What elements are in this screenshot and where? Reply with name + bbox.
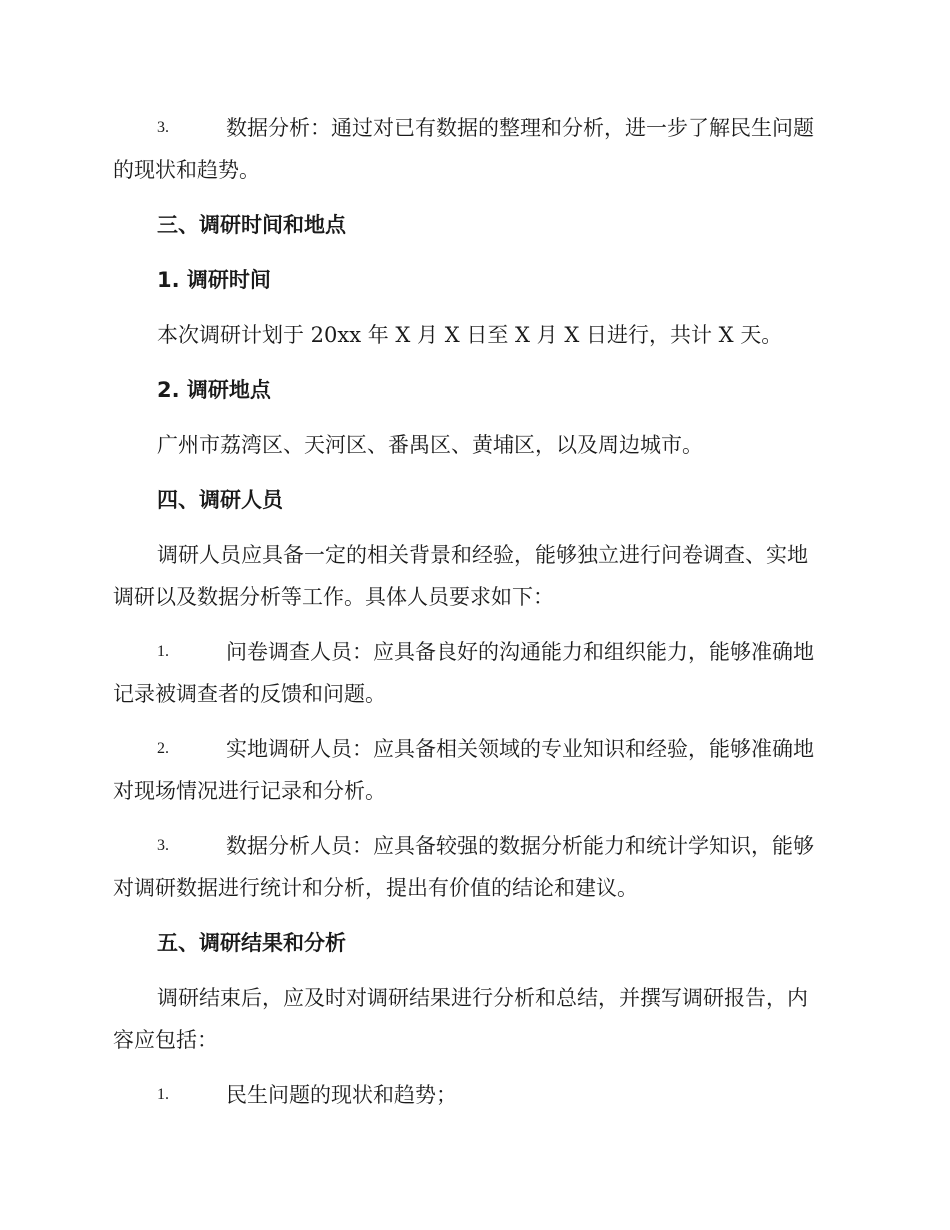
list-item-continuation: 对现场情况进行记录和分析。 xyxy=(113,779,386,803)
paragraph-personnel-intro: 调研人员应具备一定的相关背景和经验，能够独立进行问卷调查、实地 xyxy=(157,543,808,567)
list-number: 1. xyxy=(157,1086,169,1103)
list-item-text: 实地调研人员：应具备相关领域的专业知识和经验，能够准确地 xyxy=(226,737,814,761)
list-item-text: 数据分析人员：应具备较强的数据分析能力和统计学知识，能够 xyxy=(226,834,814,858)
list-number: 1. xyxy=(157,643,169,660)
list-item-text: 问卷调查人员：应具备良好的沟通能力和组织能力，能够准确地 xyxy=(226,640,814,664)
list-item-continuation: 的现状和趋势。 xyxy=(113,158,260,182)
list-number: 3. xyxy=(157,119,169,136)
paragraph-time: 本次调研计划于 20xx 年 X 月 X 日至 X 月 X 日进行，共计 X 天。 xyxy=(157,323,783,347)
subsection-heading-location: 2. 调研地点 xyxy=(157,378,271,402)
list-item-text: 数据分析：通过对已有数据的整理和分析，进一步了解民生问题 xyxy=(226,116,814,140)
paragraph-personnel-intro-cont: 调研以及数据分析等工作。具体人员要求如下： xyxy=(113,585,554,609)
list-number: 2. xyxy=(157,740,169,757)
list-item-continuation: 对调研数据进行统计和分析，提出有价值的结论和建议。 xyxy=(113,876,638,900)
section-heading-3: 三、调研时间和地点 xyxy=(157,213,346,237)
list-number: 3. xyxy=(157,837,169,854)
paragraph-results-intro: 调研结束后，应及时对调研结果进行分析和总结，并撰写调研报告，内 xyxy=(157,986,808,1010)
subsection-heading-time: 1. 调研时间 xyxy=(157,268,271,292)
paragraph-results-intro-cont: 容应包括： xyxy=(113,1028,218,1052)
list-item-continuation: 记录被调查者的反馈和问题。 xyxy=(113,682,386,706)
list-item-text: 民生问题的现状和趋势； xyxy=(226,1083,457,1107)
section-heading-4: 四、调研人员 xyxy=(157,488,283,512)
section-heading-5: 五、调研结果和分析 xyxy=(157,931,346,955)
paragraph-location: 广州市荔湾区、天河区、番禺区、黄埔区，以及周边城市。 xyxy=(157,433,703,457)
